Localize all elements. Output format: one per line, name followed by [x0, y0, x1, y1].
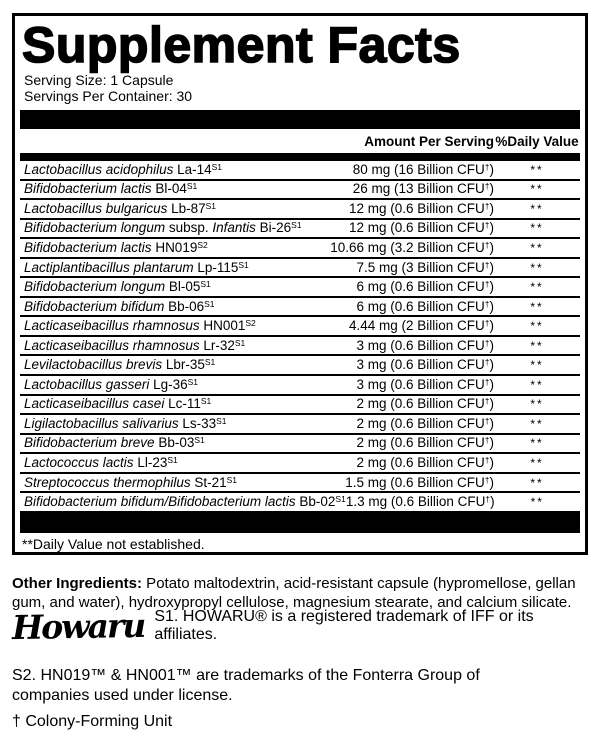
amount-value: 3 mg (0.6 Billion CFU — [356, 376, 485, 392]
ingredient-strain: Ls-33 — [178, 415, 217, 431]
amount-value: 2 mg (0.6 Billion CFU — [356, 454, 485, 470]
amount-value: 3 mg (0.6 Billion CFU — [356, 357, 485, 373]
amount-close-paren: ) — [489, 239, 494, 255]
divider-bar-header — [20, 153, 580, 161]
amount-value: 1.3 mg (0.6 Billion CFU — [345, 494, 486, 510]
daily-value: ** — [530, 162, 544, 177]
ingredient-name — [20, 220, 302, 236]
daily-value: ** — [530, 182, 544, 197]
table-row — [20, 259, 580, 279]
amount-per-serving — [208, 240, 494, 256]
ingredient-strain: La-14 — [173, 161, 212, 177]
amount-per-serving — [178, 455, 494, 471]
ingredient-name — [20, 260, 249, 276]
ingredient-name — [20, 435, 205, 451]
table-row — [20, 200, 580, 220]
divider-bar-top — [20, 110, 580, 129]
cfu-dagger-ref: † — [484, 200, 490, 211]
cfu-dagger-ref: † — [484, 454, 490, 465]
amount-close-paren: ) — [489, 181, 494, 197]
table-row — [20, 493, 580, 513]
table-row — [20, 298, 580, 318]
amount-close-paren: ) — [489, 220, 494, 236]
trademark-footnote-ref: S1 — [234, 337, 246, 348]
amount-per-serving — [346, 494, 495, 510]
amount-close-paren: ) — [489, 396, 494, 412]
amount-value: 2 mg (0.6 Billion CFU — [356, 396, 485, 412]
daily-value: ** — [530, 201, 544, 216]
ingredient-species-italic: Streptococcus thermophilus — [24, 474, 191, 490]
amount-per-serving — [197, 181, 494, 197]
ingredient-species-italic: Lactiplantibacillus plantarum — [24, 259, 194, 275]
ingredient-species-italic: Lactobacillus gasseri — [24, 376, 150, 392]
amount-per-serving — [215, 299, 494, 315]
cfu-dagger-ref: † — [484, 357, 490, 368]
daily-value: ** — [530, 416, 544, 431]
ingredient-strain: Bb-02 — [295, 494, 336, 510]
ingredient-name — [20, 494, 346, 510]
ingredient-species-italic: Bifidobacterium lactis — [24, 181, 152, 197]
trademark-footnote-ref: S1 — [238, 259, 249, 270]
daily-value: ** — [530, 240, 544, 255]
trademark-footnote-ref: S1 — [186, 181, 198, 192]
cfu-dagger-ref: † — [484, 474, 490, 485]
daily-value: ** — [530, 280, 544, 295]
cfu-dagger-ref: † — [484, 337, 490, 348]
amount-value: 7.5 mg (3 Billion CFU — [356, 259, 485, 275]
cfu-dagger-ref: † — [484, 220, 490, 231]
ingredient-species-italic: Levilactobacillus brevis — [24, 357, 163, 373]
table-row — [20, 220, 580, 240]
amount-close-paren: ) — [489, 161, 494, 177]
table-row — [20, 278, 580, 298]
amount-value: 3 mg (0.6 Billion CFU — [356, 337, 485, 353]
trademark-footnote-ref: S1 — [200, 396, 212, 407]
table-row — [20, 317, 580, 337]
ingredient-strain: Lb-87 — [167, 200, 206, 216]
daily-value: ** — [530, 436, 544, 451]
ingredient-name — [20, 396, 211, 412]
amount-value: 4.44 mg (2 Billion CFU — [348, 318, 485, 334]
panel-title: Supplement Facts — [22, 17, 461, 73]
ingredient-name — [20, 181, 197, 197]
table-row — [20, 474, 580, 494]
ingredient-name — [20, 279, 211, 295]
cfu-dagger-ref: † — [484, 396, 490, 407]
daily-value: ** — [530, 455, 544, 470]
trademark-footnote-ref: S1 — [204, 298, 215, 309]
divider-bar-bottom — [20, 513, 580, 533]
ingredient-strain: HN019 — [151, 239, 198, 255]
trademark-footnote-ref: S1 — [200, 279, 211, 290]
amount-per-serving — [245, 338, 494, 354]
daily-value: ** — [530, 221, 544, 236]
ingredient-species-italic: Bifidobacterium breve — [24, 435, 155, 451]
daily-value: ** — [530, 358, 544, 373]
cfu-dagger-ref: † — [484, 435, 490, 446]
ingredient-species-italic: Lacticaseibacillus rhamnosus — [24, 337, 200, 353]
amount-per-serving — [216, 201, 494, 217]
cfu-dagger-ref: † — [484, 279, 490, 290]
ingredient-strain: Lbr-35 — [162, 357, 205, 373]
ingredient-strain: HN001 — [199, 318, 246, 334]
amount-per-serving — [222, 162, 494, 178]
cfu-dagger-ref: † — [485, 494, 491, 505]
daily-value: ** — [530, 260, 544, 275]
serving-size: Serving Size: 1 Capsule — [24, 72, 174, 88]
daily-value: ** — [530, 319, 544, 334]
ingredient-name — [20, 318, 256, 334]
ingredient-species-italic: Bifidobacterium bifidum/Bifidobacterium lactis — [24, 494, 296, 510]
ingredient-species-italic: Lacticaseibacillus rhamnosus — [24, 318, 200, 334]
ingredient-species-italic: Bifidobacterium lactis — [24, 239, 152, 255]
trademark-footnote-ref: S2 — [197, 239, 208, 250]
cfu-dagger-ref: † — [484, 161, 490, 172]
amount-per-serving — [205, 435, 494, 451]
ingredient-name — [20, 162, 222, 178]
other-ingredients-label: Other Ingredients: — [12, 575, 143, 592]
cfu-dagger-ref: † — [484, 239, 490, 250]
amount-close-paren: ) — [489, 337, 494, 353]
trademark-footnote-ref: S1 — [187, 376, 199, 387]
trademark-footnote-ref: S1 — [226, 474, 238, 485]
ingredient-name — [20, 338, 245, 354]
amount-close-paren: ) — [489, 279, 494, 295]
amount-per-serving — [249, 260, 494, 276]
ingredient-name — [20, 240, 208, 256]
trademark-footnote-ref: S1 — [211, 161, 223, 172]
ingredient-species-italic: Lactococcus lactis — [24, 454, 134, 470]
ingredient-name — [20, 475, 237, 491]
ingredient-strain: Bl-05 — [165, 279, 201, 295]
table-row — [20, 181, 580, 201]
ingredient-strain: Lp-115 — [193, 259, 239, 275]
ingredient-strain: Bb-03 — [154, 435, 195, 451]
amount-close-paren: ) — [489, 415, 494, 431]
daily-value: ** — [530, 299, 544, 314]
ingredient-strain: St-21 — [190, 474, 227, 490]
ingredient-strain: Lg-36 — [149, 376, 188, 392]
amount-close-paren: ) — [489, 454, 494, 470]
trademark-footnote-ref: S1 — [216, 415, 227, 426]
cfu-dagger-ref: † — [484, 259, 490, 270]
ingredient-name — [20, 416, 227, 432]
amount-per-serving — [302, 220, 494, 236]
table-row — [20, 376, 580, 396]
ingredient-name — [20, 201, 216, 217]
howaru-trademark-line — [12, 602, 588, 650]
ingredient-strain: Bl-04 — [151, 181, 187, 197]
amount-close-paren: ) — [489, 357, 494, 373]
s2-trademark-note: S2. HN019™ & HN001™ are trademarks of the Fonterra Group of companies used under license. — [12, 667, 480, 704]
daily-value: ** — [530, 397, 544, 412]
column-headers — [20, 129, 580, 153]
ingredient-species-italic: Lactobacillus bulgaricus — [24, 200, 168, 216]
amount-close-paren: ) — [489, 259, 494, 275]
ingredient-strain: Lc-11 — [164, 396, 201, 412]
ingredient-rows — [20, 161, 580, 513]
ingredient-strain: Bb-06 — [164, 298, 205, 314]
amount-per-serving — [215, 357, 494, 373]
amount-per-serving — [256, 318, 494, 334]
trademark-footnote-ref: S1 — [167, 454, 178, 465]
amount-per-serving — [237, 475, 494, 491]
s1-trademark-note: S1. HOWARU® is a registered trademark of IFF or its affiliates. — [154, 608, 534, 643]
ingredient-name — [20, 455, 178, 471]
servings-per-container: Servings Per Container: 30 — [24, 87, 193, 104]
cfu-dagger-ref: † — [484, 318, 490, 329]
amount-value: 1.5 mg (0.6 Billion CFU — [345, 474, 485, 490]
amount-value: 10.66 mg (3.2 Billion CFU — [330, 239, 485, 255]
table-row — [20, 161, 580, 181]
ingredient-species-italic: Lactobacillus acidophilus — [24, 161, 174, 177]
ingredient-species-italic: Lacticaseibacillus casei — [24, 396, 165, 412]
amount-value: 6 mg (0.6 Billion CFU — [356, 298, 485, 314]
table-row — [20, 239, 580, 259]
amount-value: 26 mg (13 Billion CFU — [352, 181, 485, 197]
ingredient-species-italic: Bifidobacterium longum — [24, 279, 166, 295]
cfu-dagger-ref: † — [484, 298, 490, 309]
daily-value: ** — [530, 475, 544, 490]
trademark-footnote-ref: S1 — [194, 435, 205, 446]
amount-close-paren: ) — [489, 474, 494, 490]
trademark-footnote-ref: S2 — [245, 318, 256, 329]
amount-per-serving — [227, 416, 494, 432]
amount-close-paren: ) — [489, 435, 494, 451]
supplement-facts-panel — [12, 13, 588, 555]
ingredient-name — [20, 377, 198, 393]
other-ingredients-text: Potato maltodextrin, acid-resistant capsule (hypromellose, gellan gum, and water), hydroxypropyl cellulose, magnesium stearate, and calcium silicate. — [12, 575, 576, 611]
ingredient-subsp: subsp. — [165, 220, 213, 236]
ingredient-name — [20, 299, 215, 315]
amount-per-serving — [211, 279, 494, 295]
amount-close-paren: ) — [489, 376, 494, 392]
amount-value: 12 mg (0.6 Billion CFU — [348, 200, 485, 216]
table-row — [20, 356, 580, 376]
column-header-daily-value: %Daily Value — [495, 133, 579, 149]
cfu-dagger-ref: † — [484, 376, 490, 387]
table-row — [20, 435, 580, 455]
howaru-logo: Howaru — [11, 605, 145, 647]
table-row — [20, 396, 580, 416]
daily-value: ** — [530, 495, 544, 510]
trademark-footnote-ref: S1 — [335, 494, 346, 505]
amount-value: 2 mg (0.6 Billion CFU — [356, 415, 485, 431]
daily-value-footnote: **Daily Value not established. — [22, 535, 205, 552]
ingredient-strain: Lr-32 — [199, 337, 235, 353]
table-row — [20, 454, 580, 474]
daily-value: ** — [530, 338, 544, 353]
ingredient-species-italic-2: Infantis — [212, 220, 256, 236]
amount-per-serving — [211, 396, 494, 412]
cfu-footnote: † Colony-Forming Unit — [12, 713, 173, 730]
amount-per-serving — [198, 377, 494, 393]
ingredient-strain: Ll-23 — [133, 454, 168, 470]
trademark-footnote-ref: S1 — [205, 200, 217, 211]
trademark-footnote-ref: S1 — [291, 220, 302, 231]
amount-value: 80 mg (16 Billion CFU — [352, 161, 485, 177]
amount-close-paren: ) — [489, 318, 494, 334]
cfu-dagger-ref: † — [484, 181, 490, 192]
amount-value: 6 mg (0.6 Billion CFU — [356, 279, 485, 295]
cfu-dagger-ref: † — [484, 415, 490, 426]
amount-close-paren: ) — [489, 298, 494, 314]
daily-value: ** — [530, 377, 544, 392]
table-row — [20, 337, 580, 357]
ingredient-species-italic: Ligilactobacillus salivarius — [24, 415, 179, 431]
amount-close-paren: ) — [489, 200, 494, 216]
ingredient-name — [20, 357, 215, 373]
amount-value: 2 mg (0.6 Billion CFU — [356, 435, 485, 451]
table-row — [20, 415, 580, 435]
ingredient-species-italic: Bifidobacterium bifidum — [24, 298, 165, 314]
trademark-footnote-ref: S1 — [204, 357, 216, 368]
amount-value: 12 mg (0.6 Billion CFU — [348, 220, 485, 236]
ingredient-species-italic: Bifidobacterium longum — [24, 220, 166, 236]
ingredient-strain: Bi-26 — [255, 220, 292, 236]
column-header-amount: Amount Per Serving — [364, 133, 494, 149]
amount-close-paren: ) — [490, 494, 495, 510]
